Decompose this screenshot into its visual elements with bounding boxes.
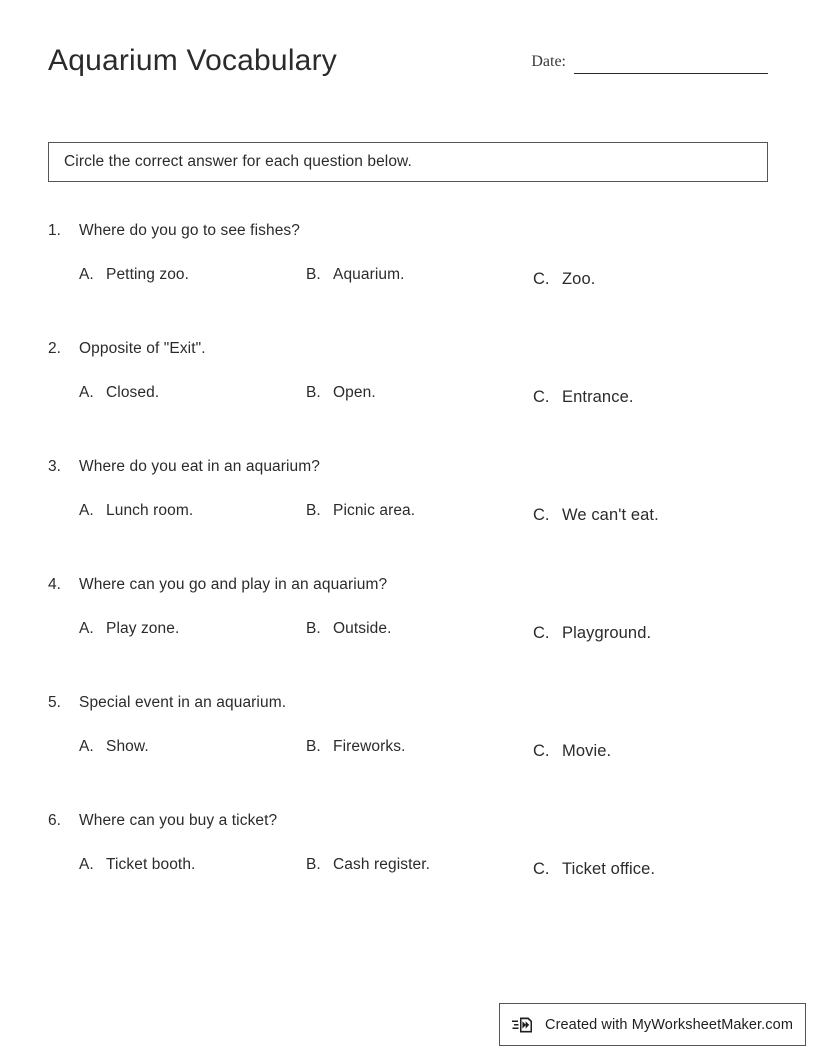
option-letter: A.	[79, 856, 94, 873]
option-text: Picnic area.	[333, 502, 416, 519]
question-block	[48, 340, 778, 458]
option-b[interactable]	[306, 502, 415, 520]
option-a[interactable]	[79, 856, 195, 874]
option-c[interactable]	[533, 270, 595, 289]
option-letter: A.	[79, 738, 94, 755]
option-b[interactable]	[306, 384, 376, 402]
option-letter: B.	[306, 738, 321, 755]
option-text: Playground.	[562, 624, 652, 642]
option-letter: C.	[533, 624, 550, 642]
page-title: Aquarium Vocabulary	[48, 44, 337, 77]
option-c[interactable]	[533, 860, 655, 879]
question-number: 4.	[48, 576, 61, 593]
option-letter: B.	[306, 502, 321, 519]
question-line	[48, 222, 300, 240]
option-letter: B.	[306, 856, 321, 873]
option-text: Fireworks.	[333, 738, 406, 755]
question-number: 1.	[48, 222, 61, 239]
question-number: 6.	[48, 812, 61, 829]
question-line	[48, 576, 387, 594]
option-b[interactable]	[306, 738, 405, 756]
date-input-line[interactable]	[574, 73, 768, 74]
question-line	[48, 458, 320, 476]
option-letter: C.	[533, 270, 550, 288]
worksheet-header	[48, 44, 768, 100]
options-row	[48, 738, 778, 778]
option-letter: B.	[306, 384, 321, 401]
option-text: Closed.	[106, 384, 160, 401]
option-text: Cash register.	[333, 856, 431, 873]
option-c[interactable]	[533, 388, 634, 407]
option-c[interactable]	[533, 506, 659, 525]
question-text: Where do you eat in an aquarium?	[79, 458, 321, 475]
question-text: Where do you go to see fishes?	[79, 222, 300, 239]
option-text: Play zone.	[106, 620, 180, 637]
option-text: Ticket booth.	[106, 856, 196, 873]
date-group	[531, 54, 768, 74]
question-block	[48, 222, 778, 340]
option-text: Show.	[106, 738, 149, 755]
questions-list	[48, 222, 778, 930]
question-text: Where can you buy a ticket?	[79, 812, 278, 829]
option-text: Petting zoo.	[106, 266, 190, 283]
option-letter: C.	[533, 742, 550, 760]
option-text: Aquarium.	[333, 266, 405, 283]
question-text: Special event in an aquarium.	[79, 694, 287, 711]
options-row	[48, 502, 778, 542]
option-letter: A.	[79, 384, 94, 401]
options-row	[48, 384, 778, 424]
option-text: Ticket office.	[562, 860, 656, 878]
option-a[interactable]	[79, 502, 193, 520]
question-number: 5.	[48, 694, 61, 711]
question-number: 2.	[48, 340, 61, 357]
question-block	[48, 458, 778, 576]
option-text: Movie.	[562, 742, 612, 760]
question-line	[48, 812, 277, 830]
question-text: Opposite of "Exit".	[79, 340, 206, 357]
option-c[interactable]	[533, 742, 611, 761]
question-block	[48, 576, 778, 694]
question-block	[48, 694, 778, 812]
option-text: Entrance.	[562, 388, 634, 406]
option-text: We can't eat.	[562, 506, 659, 524]
question-number: 3.	[48, 458, 61, 475]
question-line	[48, 340, 206, 358]
options-row	[48, 266, 778, 306]
option-a[interactable]	[79, 266, 189, 284]
option-a[interactable]	[79, 738, 149, 756]
question-text: Where can you go and play in an aquarium?	[79, 576, 388, 593]
option-letter: C.	[533, 388, 550, 406]
option-letter: C.	[533, 506, 550, 524]
footer-attribution-text: Created with MyWorksheetMaker.com	[545, 1016, 794, 1033]
options-row	[48, 856, 778, 896]
option-b[interactable]	[306, 620, 392, 638]
date-label: Date:	[531, 53, 566, 70]
option-text: Zoo.	[562, 270, 596, 288]
option-text: Open.	[333, 384, 376, 401]
option-letter: A.	[79, 502, 94, 519]
option-letter: A.	[79, 620, 94, 637]
option-b[interactable]	[306, 856, 430, 874]
option-text: Outside.	[333, 620, 392, 637]
option-a[interactable]	[79, 620, 179, 638]
options-row	[48, 620, 778, 660]
question-block	[48, 812, 778, 930]
option-c[interactable]	[533, 624, 651, 643]
option-a[interactable]	[79, 384, 159, 402]
option-letter: C.	[533, 860, 550, 878]
option-letter: A.	[79, 266, 94, 283]
option-letter: B.	[306, 266, 321, 283]
footer-attribution-badge[interactable]	[499, 1003, 806, 1046]
option-letter: B.	[306, 620, 321, 637]
option-text: Lunch room.	[106, 502, 194, 519]
option-b[interactable]	[306, 266, 405, 284]
instruction-text: Circle the correct answer for each question below.	[64, 153, 412, 170]
worksheet-maker-logo-icon	[511, 1012, 537, 1038]
instruction-box	[48, 142, 768, 182]
question-line	[48, 694, 286, 712]
